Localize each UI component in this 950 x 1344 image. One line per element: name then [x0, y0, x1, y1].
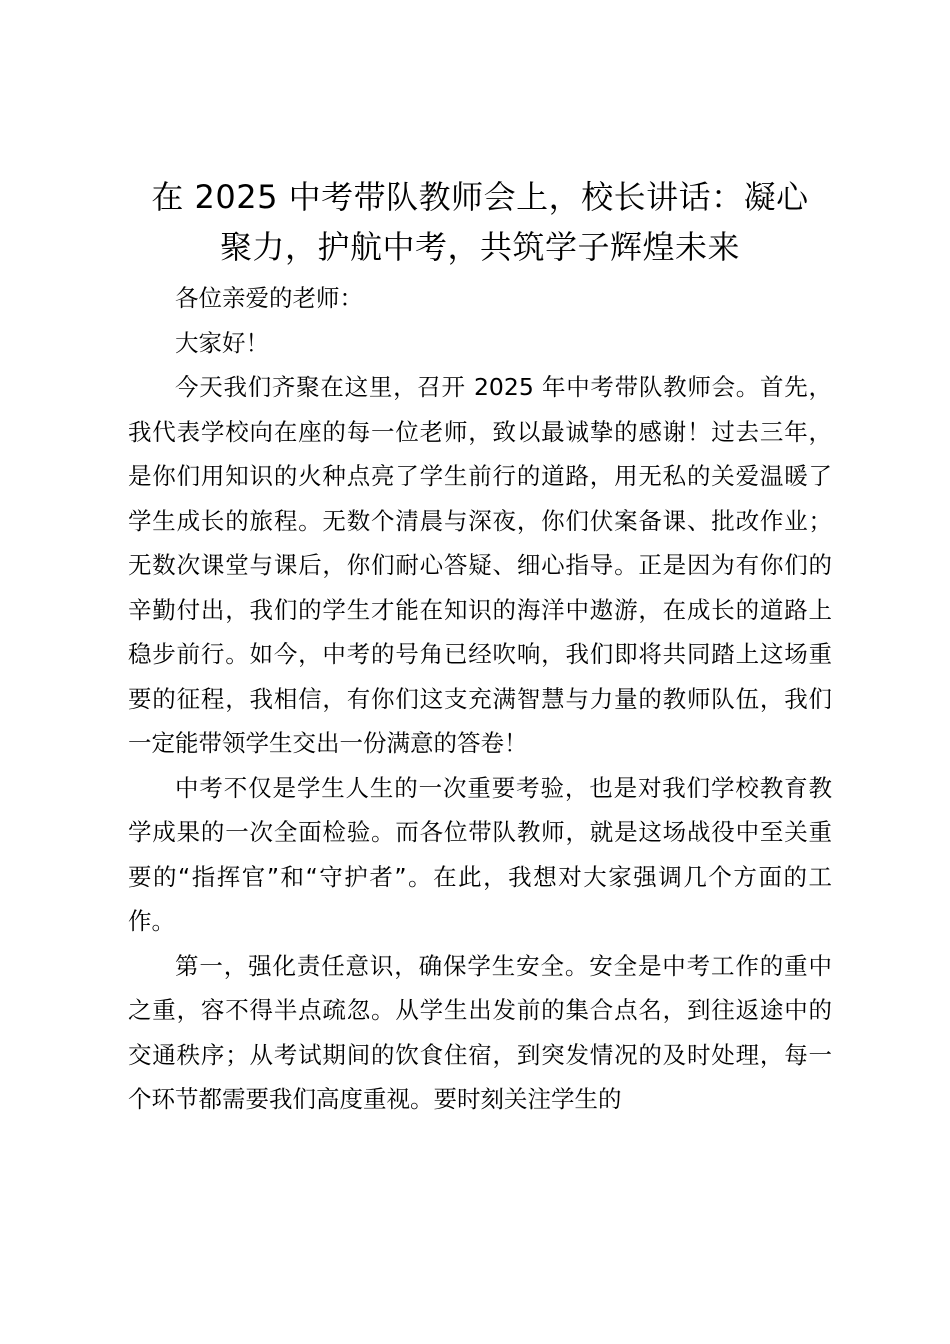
paragraph-significance: 中考不仅是学生人生的一次重要考验，也是对我们学校教育教学成果的一次全面检验。而各位带队教师，就是这场战役中至关重要的“指挥官”和“守护者”。在此，我想对大家强调几个方面的工作。 [128, 773, 832, 935]
paragraph-opening: 今天我们齐聚在这里，召开 2025 年中考带队教师会。首先，我代表学校向在座的每一位老师，致以最诚挚的感谢！过去三年，是你们用知识的火种点亮了学生前行的道路，用无私的关爱温暖了学生成长的旅程。无数个清晨与深夜，你们伏案备课、批改作业；无数次课堂与课后，你们耐心答疑、细心指导。正是因为有你们的辛勤付出，我们的学生才能在知识的海洋中遨游，在成长的道路上稳步前行。如今，中考的号角已经吹响，我们即将共同踏上这场重要的征程，我相信，有你们这支充满智慧与力量的教师队伍，我们一定能带领学生交出一份满意的答卷！ [128, 373, 832, 757]
title-line-1: 在 2025 中考带队教师会上，校长讲话：凝心 [151, 178, 809, 216]
title-line-2: 聚力，护航中考，共筑学子辉煌未来 [219, 228, 740, 266]
salutation: 各位亲爱的老师： [175, 284, 363, 312]
document-body [128, 172, 832, 1122]
paragraph-point-one: 第一，强化责任意识，确保学生安全。安全是中考工作的重中之重，容不得半点疏忽。从学生出发前的集合点名，到往返途中的交通秩序；从考试期间的饮食住宿，到突发情况的及时处理，每一个环节都需要我们高度重视。要时刻关注学生的 [128, 951, 832, 1113]
document-title [128, 172, 832, 272]
greeting: 大家好！ [175, 328, 269, 357]
